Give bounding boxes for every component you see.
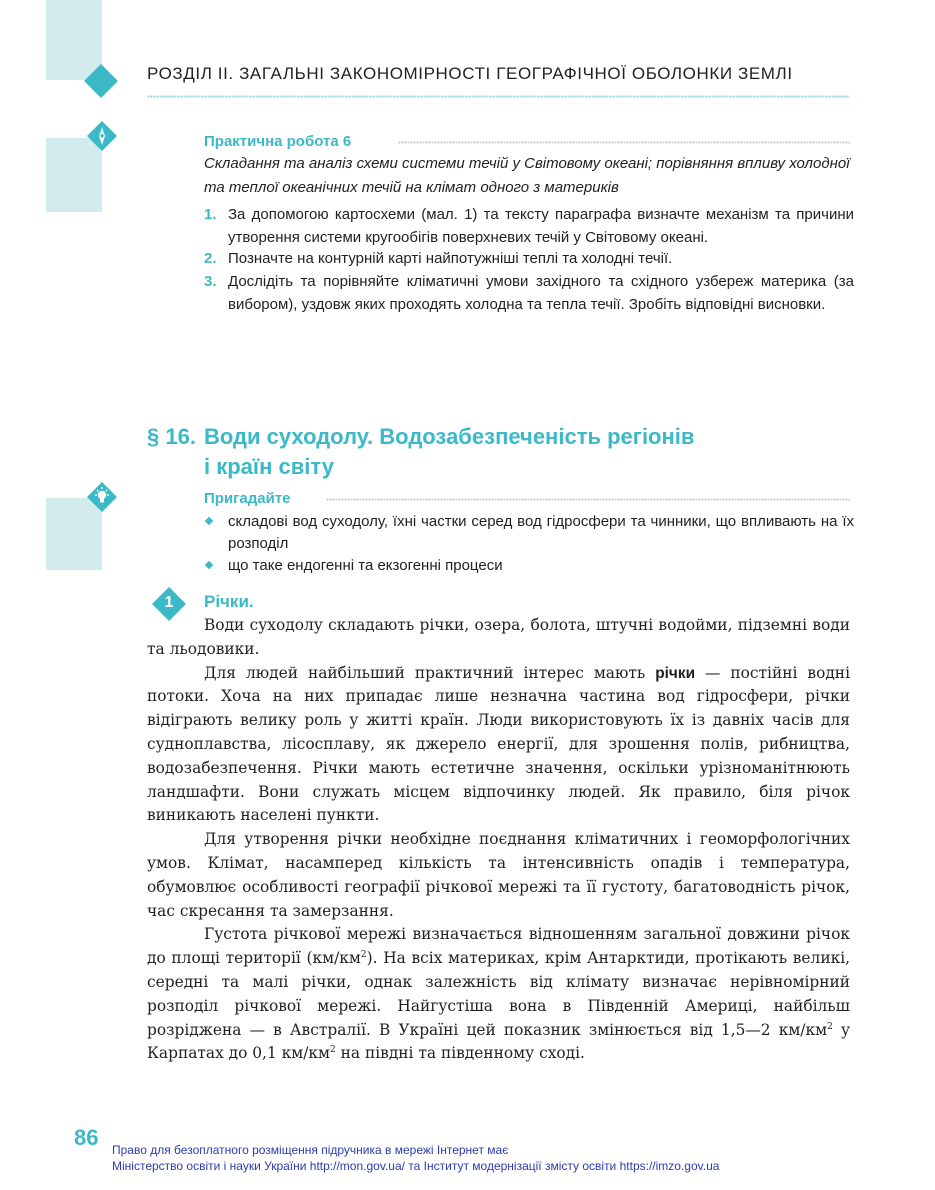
subsection-number: 1 [164,594,174,611]
side-block-top [46,0,102,80]
superscript: 2 [360,950,367,961]
paragraph-2 [147,662,850,829]
practical-work-title: Практична робота 6 [204,133,352,150]
section-title-line-1: Води суходолу. Водозабезпеченість регіонів [204,424,695,449]
paragraph-4-part-c: у Карпатах до 0,1 км/км [147,1020,850,1063]
footer-license-notice [112,1142,719,1174]
paragraph-3: Для утворення річки необхідне поєднання кліматичних і геоморфологічних умов. Клімат, насамперед кількість та інтенсивність опадів і температура, обумовлює особливості географії річкової мережі та її густоту, багатоводність річок, час скресання та замерзання. [147,830,850,920]
footer-line-2: Міністерство освіти і науки України http://mon.gov.ua/ та Інститут модернізації змісту освіти https://imzo.gov.ua [112,1159,720,1173]
task-number: 3. [204,273,217,290]
practical-dotted-rule [398,140,850,145]
paragraph-1: Води суходолу складають річки, озера, болота, штучні водойми, підземні води та льодовики. [147,616,850,658]
paragraph-4-part-b: ). На всіх материках, крім Антарктиди, протікають великі, середні та малі річки, однак залежність від клімату визначає нерівномірний розподіл річкової мережі. Найгустіша вона в Південній Америці, найбільш розріджена — в Австралії. В Україні цей показник змінюється від 1,5—2 км/км [147,949,851,1039]
header-dotted-rule [147,94,850,99]
compass-icon [86,120,118,152]
task-text: Дослідіть та порівняйте кліматичні умови західного та східного узбереж материка (за вибором), уздовж яких проходять холодна та тепла течії. Зробіть відповідні висновки. [228,273,854,313]
section-number: § 16. [147,424,196,449]
paragraph-4 [147,923,850,1066]
body-text [147,614,850,1066]
paragraph-4-part-a: Густота річкової мережі визначається відношенням загальної довжини річок до площі території (км/км [147,925,850,968]
chapter-header-title: РОЗДІЛ ІІ. ЗАГАЛЬНІ ЗАКОНОМІРНОСТІ ГЕОГРАФІЧНОЇ ОБОЛОНКИ ЗЕМЛІ [147,64,793,83]
practical-task-1 [204,203,854,249]
recall-item-text: складові вод суходолу, їхні частки серед вод гідросфери та чинники, що впливають на їх розподіл [228,513,854,552]
lightbulb-icon [86,481,118,513]
superscript: 2 [330,1045,336,1056]
practical-task-2 [204,247,854,270]
page-number: 86 [74,1125,99,1150]
recall-title: Пригадайте [204,490,291,507]
recall-item-1 [204,511,854,555]
recall-dotted-rule [326,497,850,502]
recall-item-2 [204,555,854,577]
task-number: 1. [204,206,217,223]
task-number: 2. [204,250,217,267]
paragraph-2-start: Для людей найбільший практичний інтерес мають [204,663,656,682]
task-text: За допомогою картосхеми (мал. 1) та тексту параграфа визначте механізм та причини утворення системи кругообігів поверхневих течій у Світовому океані. [228,206,854,246]
paragraph-2-rest: — постійні водні потоки. Хоча на них припадає лише незначна частина вод гідросфери, річки відіграють велику роль у житті країн. Люди використовують їх із давніх часів для судноплавства, лісосплаву, як джерело енергії, для зрошення полів, рибництва, водозабезпечення. Річки мають естетичне значення, оскільки урізноманітнюють ландшафти. Вони служать місцем відпочинку людей. Як правило, біля річок виникають населені пункти. [147,663,850,825]
footer-line-1: Право для безоплатного розміщення підручника в мережі Інтернет має [112,1143,509,1157]
practical-work-subtitle: Складання та аналіз схеми системи течій у Світовому океані; порівняння впливу холодної та теплої океанічних течій на клімат одного з материків [204,155,850,196]
section-title-line-2: і країн світу [204,454,334,479]
task-text: Позначте на контурній карті найпотужніші теплі та холодні течії. [228,250,673,267]
term-rivers: річки [655,664,696,682]
subsection-title: Річки. [204,592,254,611]
superscript: 2 [827,1021,833,1032]
recall-item-text: що таке ендогенні та екзогенні процеси [228,557,503,574]
practical-task-3 [204,270,854,316]
paragraph-4-part-d: на півдні та південному сході. [335,1044,585,1063]
